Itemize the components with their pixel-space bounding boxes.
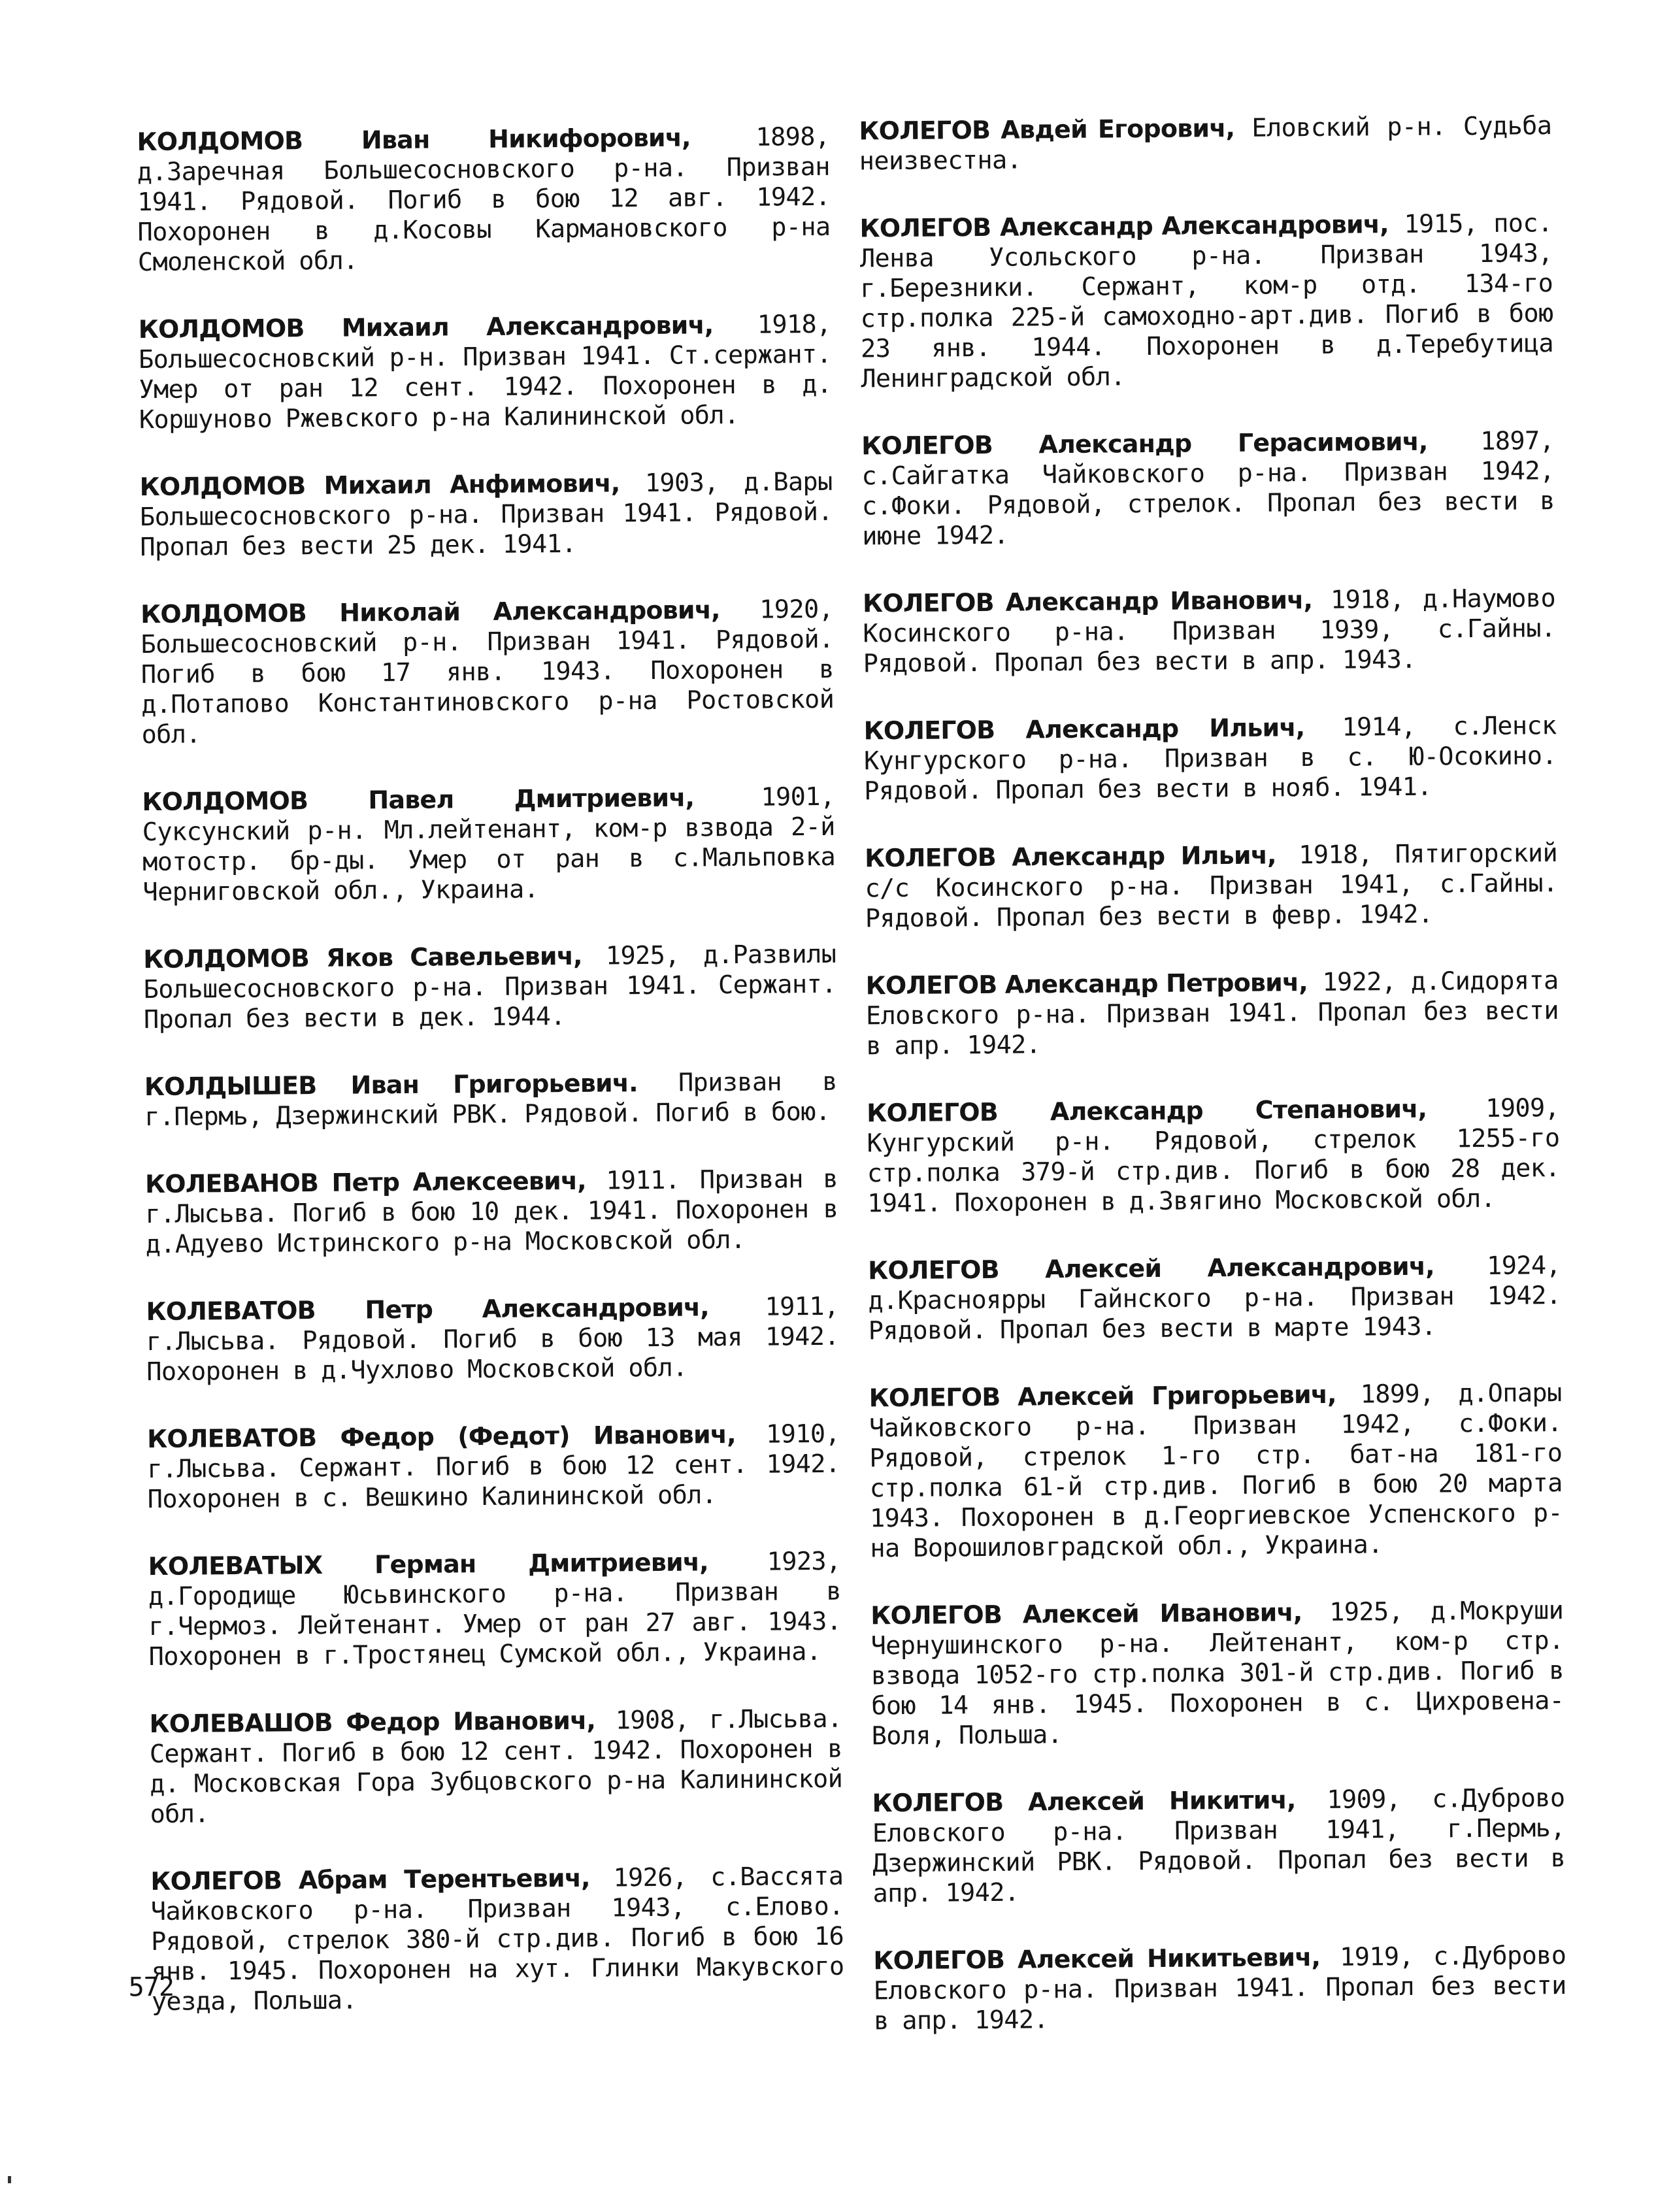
entry-name: КОЛДОМОВ Иван Никифорович, — [137, 123, 691, 157]
entry-text: Еловский р-н. Судьба неизвестна. — [859, 111, 1552, 176]
entry-text: 1919, с.Дуброво Еловского р-на. Призван 1941. Пропал без вести в апр. 1942. — [873, 1941, 1566, 2036]
entry-name: КОЛЕГОВ Алексей Никитьевич, — [873, 1942, 1321, 1975]
entry-text: 1925, д.Мокруши Чернушинского р-на. Лейтенант, ком-р стр. взвода 1052-го стр.полка 301-й стр.див. Погиб в бою 14 янв. 1945. Похоронен в с. Цихровена-Воля, Польша. — [870, 1596, 1565, 1751]
entry-text: 1915, пос. Ленва Усольского р-на. Призван 1943, г.Березники. Сержант, ком-р отд. 134-го стр.полка 225-й самоходно-арт.див. Погиб в бою 23 янв. 1944. Похоронен в д.Теребутица Ленинградской обл. — [859, 208, 1554, 394]
entry — [150, 1861, 844, 2017]
entry-name: КОЛДОМОВ Павел Дмитриевич, — [142, 783, 695, 817]
entry-text: 1898, д.Заречная Большесосновского р-на. Призван 1941. Рядовой. Погиб в бою 12 авг. 1942. Похоронен в д.Косовы Кармановского р-на Смоленской обл. — [137, 122, 831, 278]
entry-text: 1911. Призван в г.Лысьва. Погиб в бою 10 дек. 1941. Похоронен в д.Адуево Истринского р-на Московской обл. — [145, 1164, 838, 1260]
entry — [859, 208, 1553, 394]
entry — [867, 1093, 1560, 1219]
entry-text: 1918, Пятигорский с/с Косинского р-на. Призван 1941, с.Гайны. Рядовой. Пропал без вести в февр. 1942. — [865, 838, 1558, 934]
entry-text: 1911, г.Лысьва. Рядовой. Погиб в бою 13 мая 1942. Похоронен в д.Чухлово Московской обл. — [146, 1291, 840, 1387]
entry-text: 1910, г.Лысьва. Сержант. Погиб в бою 12 сент. 1942. Похоронен в с. Вешкино Калининской обл. — [147, 1419, 840, 1515]
entry — [147, 1419, 840, 1515]
entry-text: 1924, д.Красноярры Гайнского р-на. Призван 1942. Рядовой. Пропал без вести в марте 1943. — [868, 1251, 1561, 1346]
entry — [149, 1704, 842, 1830]
entry-name: КОЛДЫШЕВ Иван Григорьевич. — [144, 1068, 638, 1102]
entry — [865, 965, 1559, 1061]
entry-name: КОЛДОМОВ Михаил Александрович, — [138, 310, 714, 344]
entry — [139, 467, 833, 563]
entry-text: 1918, д.Наумово Косинского р-на. Призван 1939, с.Гайны. Рядовой. Пропал без вести в апр. 1943. — [863, 584, 1556, 679]
entry — [143, 939, 836, 1035]
entry-name: КОЛЕВАТОВ Петр Александрович, — [146, 1293, 710, 1327]
entry — [148, 1546, 841, 1672]
entry — [861, 425, 1555, 552]
scan-speck — [8, 2176, 11, 2183]
entry — [144, 1066, 838, 1132]
entry — [873, 1940, 1566, 2036]
entry — [863, 710, 1557, 806]
entry-name: КОЛДОМОВ Яков Савельевич, — [143, 941, 582, 974]
entry-name: КОЛЕГОВ Александр Ильич, — [864, 840, 1276, 873]
entry-name: КОЛЕВАТОВ Федор (Федот) Иванович, — [146, 1419, 736, 1454]
entry-name: КОЛЕГОВ Абрам Терентьевич, — [150, 1863, 590, 1896]
entry-text: Призван в г.Пермь, Дзержинский РВК. Рядовой. Погиб в бою. — [144, 1066, 838, 1132]
entry-name: КОЛЕГОВ Алексей Александрович, — [867, 1251, 1434, 1285]
entry-text: 1909, с.Дуброво Еловского р-на. Призван 1941, г.Пермь, Дзержинский РВК. Рядовой. Пропал без вести в апр. 1942. — [872, 1783, 1566, 1909]
entry — [870, 1595, 1565, 1751]
entry-name: КОЛЕГОВ Авдей Егорович, — [859, 113, 1235, 146]
entry-text: 1901, Суксунский р-н. Мл.лейтенант, ком-р взвода 2-й мотостр. бр-ды. Умер от ран в с.Мальповка Черниговской обл., Украина. — [142, 782, 836, 908]
entry-name: КОЛЕГОВ Александр Степанович, — [867, 1094, 1427, 1128]
entry-text: 1926, с.Вассята Чайковского р-на. Призван 1943, с.Елово. Рядовой, стрелок 380-й стр.див. Погиб в бою 16 янв. 1945. Похоронен на хут. Глинки Макувского уезда, Польша. — [150, 1861, 844, 2017]
entry-text: 1923, д.Городище Юсьвинского р-на. Призван в г.Чермоз. Лейтенант. Умер от ран 27 авг. 1943. Похоронен в г.Тростянец Сумской обл., Украина. — [148, 1546, 842, 1672]
entry-text: 1918, Большесосновский р-н. Призван 1941. Ст.сержант. Умер от ран 12 сент. 1942. Похоронен в д. Коршуново Ржевского р-на Калининской обл. — [138, 309, 832, 435]
entry-text: 1899, д.Опары Чайковского р-на. Призван 1942, с.Фоки. Рядовой, стрелок 1-го стр. бат-на 181-го стр.полка 61-й стр.див. Погиб в бою 20 марта 1943. Похоронен в д.Георгиевское Успенского р-на Ворошиловградской обл., Украина. — [869, 1378, 1563, 1564]
entry-name: КОЛЕГОВ Алексей Иванович, — [870, 1598, 1302, 1630]
entry — [859, 110, 1552, 176]
entry-name: КОЛЕГОВ Александр Иванович, — [862, 586, 1313, 618]
entry — [869, 1378, 1563, 1564]
entry-text: 1897, с.Сайгатка Чайковского р-на. Призван 1942, с.Фоки. Рядовой, стрелок. Пропал без вести в июне 1942. — [861, 426, 1555, 552]
entry-name: КОЛЕГОВ Александр Александрович, — [859, 210, 1389, 243]
entry — [863, 583, 1556, 679]
entry — [137, 122, 831, 278]
entry-name: КОЛЕВАНОВ Петр Алексеевич, — [144, 1166, 586, 1199]
entry-text: 1920, Большесосновский р-н. Призван 1941. Рядовой. Погиб в бою 17 янв. 1943. Похоронен в д.Потапово Константиновского р-на Ростовской обл. — [141, 594, 835, 750]
entry-name: КОЛДОМОВ Николай Александрович, — [141, 595, 720, 629]
entry — [872, 1783, 1565, 1909]
entry-name: КОЛЕГОВ Александр Ильич, — [863, 713, 1305, 746]
entry-text: 1909, Кунгурский р-н. Рядовой, стрелок 1255-го стр.полка 379-й стр.див. Погиб в бою 28 дек. 1941. Похоронен в д.Звягино Московской обл. — [867, 1093, 1561, 1219]
entry-text: 1903, д.Вары Большесосновского р-на. Призван 1941. Рядовой. Пропал без вести 25 дек. 1941. — [139, 467, 833, 563]
page-number: 572 — [128, 1972, 174, 2003]
entry-name: КОЛЕГОВ Александр Герасимович, — [861, 427, 1428, 461]
entry — [141, 594, 835, 750]
entry-text: 1908, г.Лысьва. Сержант. Погиб в бою 12 сент. 1942. Похоронен в д. Московская Гора Зубцовского р-на Калининской обл. — [149, 1704, 843, 1830]
entry — [146, 1291, 839, 1387]
entry — [145, 1164, 838, 1260]
entry — [865, 838, 1558, 934]
entry-name: КОЛЕГОВ Александр Петрович, — [865, 968, 1308, 1000]
entry-name: КОЛЕВАШОВ Федор Иванович, — [149, 1706, 596, 1739]
entry-text: 1914, с.Ленск Кунгурского р-на. Призван в с. Ю-Осокино. Рядовой. Пропал без вести в нояб. 1941. — [863, 711, 1557, 806]
entry-name: КОЛЕГОВ Алексей Григорьевич, — [869, 1379, 1336, 1413]
entry-name: КОЛЕГОВ Алексей Никитич, — [872, 1785, 1296, 1818]
entry — [868, 1250, 1561, 1346]
entry-name: КОЛДОМОВ Михаил Анфимович, — [139, 469, 620, 502]
entry-text: 1922, д.Сидорята Еловского р-на. Призван 1941. Пропал без вести в апр. 1942. — [865, 966, 1559, 1061]
right-column — [859, 110, 1566, 2073]
left-column — [137, 122, 844, 2054]
entry-text: 1925, д.Развилы Большесосновского р-на. Призван 1941. Сержант. Пропал без вести в дек. 1944. — [143, 939, 836, 1035]
entry-name: КОЛЕВАТЫХ Герман Дмитриевич, — [148, 1547, 708, 1581]
entry — [142, 782, 835, 908]
entry — [139, 309, 832, 435]
